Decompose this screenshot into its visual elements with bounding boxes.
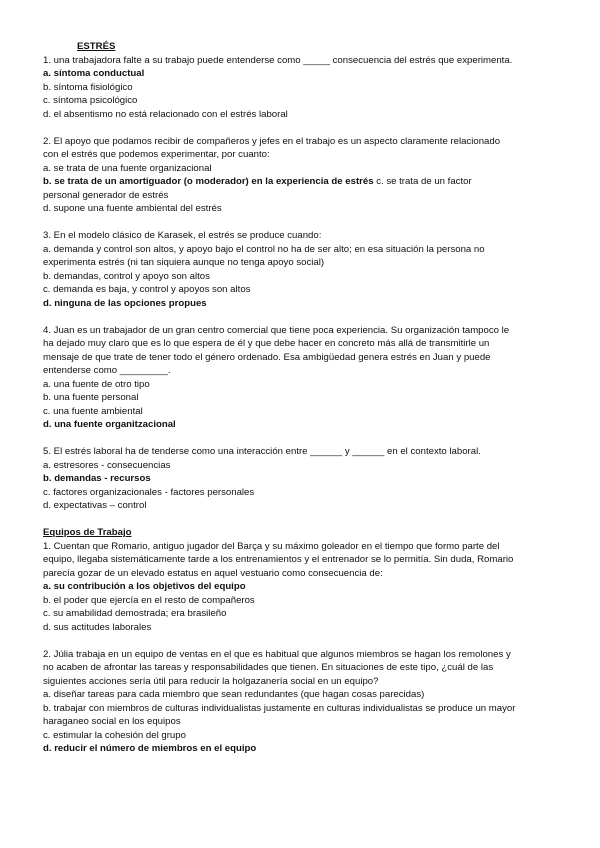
answer-option-c: c. demanda es baja, y control y apoyos son altos [43, 284, 251, 295]
spacer [43, 432, 563, 446]
answer-option-b: b. síntoma fisiológico [43, 81, 133, 93]
answer-option-d: d. expectativas – control [43, 500, 147, 511]
question-text-line: mensaje de que trate de tener todo el género ordenado. Esa ambigüedad genera estrés en Juan y puede [43, 351, 491, 363]
spacer [43, 310, 563, 324]
answer-option-d: d. una fuente organitzacional [43, 419, 176, 430]
answer-option-b: b. demandas, control y apoyo son altos [43, 270, 210, 282]
document-page [43, 40, 563, 756]
question-text-line: siguientes acciones sería útil para reducir la holgazanería social en un equipo? [43, 675, 379, 687]
question-text-line: ha dejado muy claro que es lo que espera de él y que debe hacer en concreto más allá de transmitirle un [43, 338, 490, 349]
question-text-line: 1. una trabajadora falte a su trabajo puede entenderse como _____ consecuencia del estrés que experimenta. [43, 54, 513, 66]
answer-option-c: c. estimular la cohesión del grupo [43, 729, 186, 741]
question-text-line: con el estrés que podemos experimentar, por cuanto: [43, 149, 270, 160]
answer-option-c: c. síntoma psicológico [43, 95, 138, 106]
question-equipos-1 [43, 540, 563, 635]
question-estres-2 [43, 135, 563, 216]
answer-option-b: b. demandas - recursos [43, 473, 151, 484]
answer-option-c: c. factores organizacionales - factores personales [43, 486, 255, 498]
answer-option-c-continued: personal generador de estrés [43, 189, 169, 201]
answer-option-b-line [43, 175, 563, 189]
section-title-estres: ESTRÉS [77, 41, 116, 52]
answer-option-a: a. diseñar tareas para cada miembro que sean redundantes (que hagan cosas parecidas) [43, 689, 425, 700]
question-text-line: 5. El estrés laboral ha de tenderse como una interacción entre ______ y ______ en el contexto laboral. [43, 446, 481, 457]
question-estres-3 [43, 229, 563, 310]
question-estres-1 [43, 54, 563, 122]
answer-option-c: c. una fuente ambiental [43, 405, 143, 417]
answer-option-b-continued: haraganeo social en los equipos [43, 716, 181, 727]
spacer [43, 121, 563, 135]
question-text-line: 3. En el modelo clásico de Karasek, el estrés se produce cuando: [43, 230, 322, 241]
spacer [43, 513, 563, 527]
question-text-line: 1. Cuentan que Romario, antiguo jugador del Barça y su máximo goleador en el tiempo que formo parte del [43, 540, 500, 552]
question-text-line: equipo, llegaba sistemáticamente tarde a los entrenamientos y el entrenador se lo permitía. Sin duda, Romario [43, 554, 514, 565]
question-text-line: 4. Juan es un trabajador de un gran centro comercial que tiene poca experiencia. Su organización tampoco le [43, 324, 510, 336]
answer-option-d: d. sus actitudes laborales [43, 621, 152, 633]
answer-option-a: a. se trata de una fuente organizacional [43, 162, 212, 174]
answer-option-c: c. su amabilidad demostrada; era brasileño [43, 608, 227, 619]
answer-option-a: a. una fuente de otro tipo [43, 378, 150, 390]
section-title-equipos: Equipos de Trabajo [43, 527, 132, 538]
question-text-line: 2. Júlia trabaja en un equipo de ventas en el que es habitual que algunos miembros se hagan los remolones y [43, 648, 511, 660]
answer-option-d: d. ninguna de las opciones propues [43, 297, 207, 309]
answer-option-d: d. el absentismo no está relacionado con el estrés laboral [43, 108, 288, 120]
answer-option-d: d. supone una fuente ambiental del estrés [43, 203, 222, 214]
answer-option-a: a. estresores - consecuencias [43, 459, 171, 471]
question-text-line: no acaben de afrontar las tareas y responsabilidades que tienen. En situaciones de este tipo, ¿cuál de las [43, 662, 494, 673]
answer-option-a: a. síntoma conductual [43, 68, 145, 79]
answer-option-d: d. reducir el número de miembros en el equipo [43, 743, 257, 754]
answer-option-b: b. se trata de un amortiguador (o moderador) en la experiencia de estrés [43, 176, 374, 187]
spacer [43, 634, 563, 648]
question-estres-5 [43, 445, 563, 513]
question-text-line: entenderse como _________. [43, 365, 171, 376]
question-estres-4 [43, 324, 563, 432]
answer-option-a: a. demanda y control son altos, y apoyo bajo el control no ha de ser alto; en esa situación la persona no [43, 243, 485, 255]
question-equipos-2 [43, 648, 563, 756]
answer-option-a: a. su contribución a los objetivos del equipo [43, 581, 246, 592]
answer-option-b: b. una fuente personal [43, 392, 139, 403]
answer-option-b: b. trabajar con miembros de culturas individualistas justamente en culturas individualistas se produce un mayor [43, 702, 516, 714]
answer-option-c-start: c. se trata de un factor [373, 176, 472, 187]
spacer [43, 216, 563, 230]
answer-option-b: b. el poder que ejercía en el resto de compañeros [43, 594, 255, 606]
question-text-line: 2. El apoyo que podamos recibir de compañeros y jefes en el trabajo es un aspecto claramente relacionado [43, 135, 501, 147]
answer-option-a-continued: experimenta estrés (ni tan siquiera aunque no tenga apoyo social) [43, 257, 325, 268]
question-text-line: parecía gozar de un elevado estatus en aquel vestuario como consecuencia de: [43, 567, 383, 579]
